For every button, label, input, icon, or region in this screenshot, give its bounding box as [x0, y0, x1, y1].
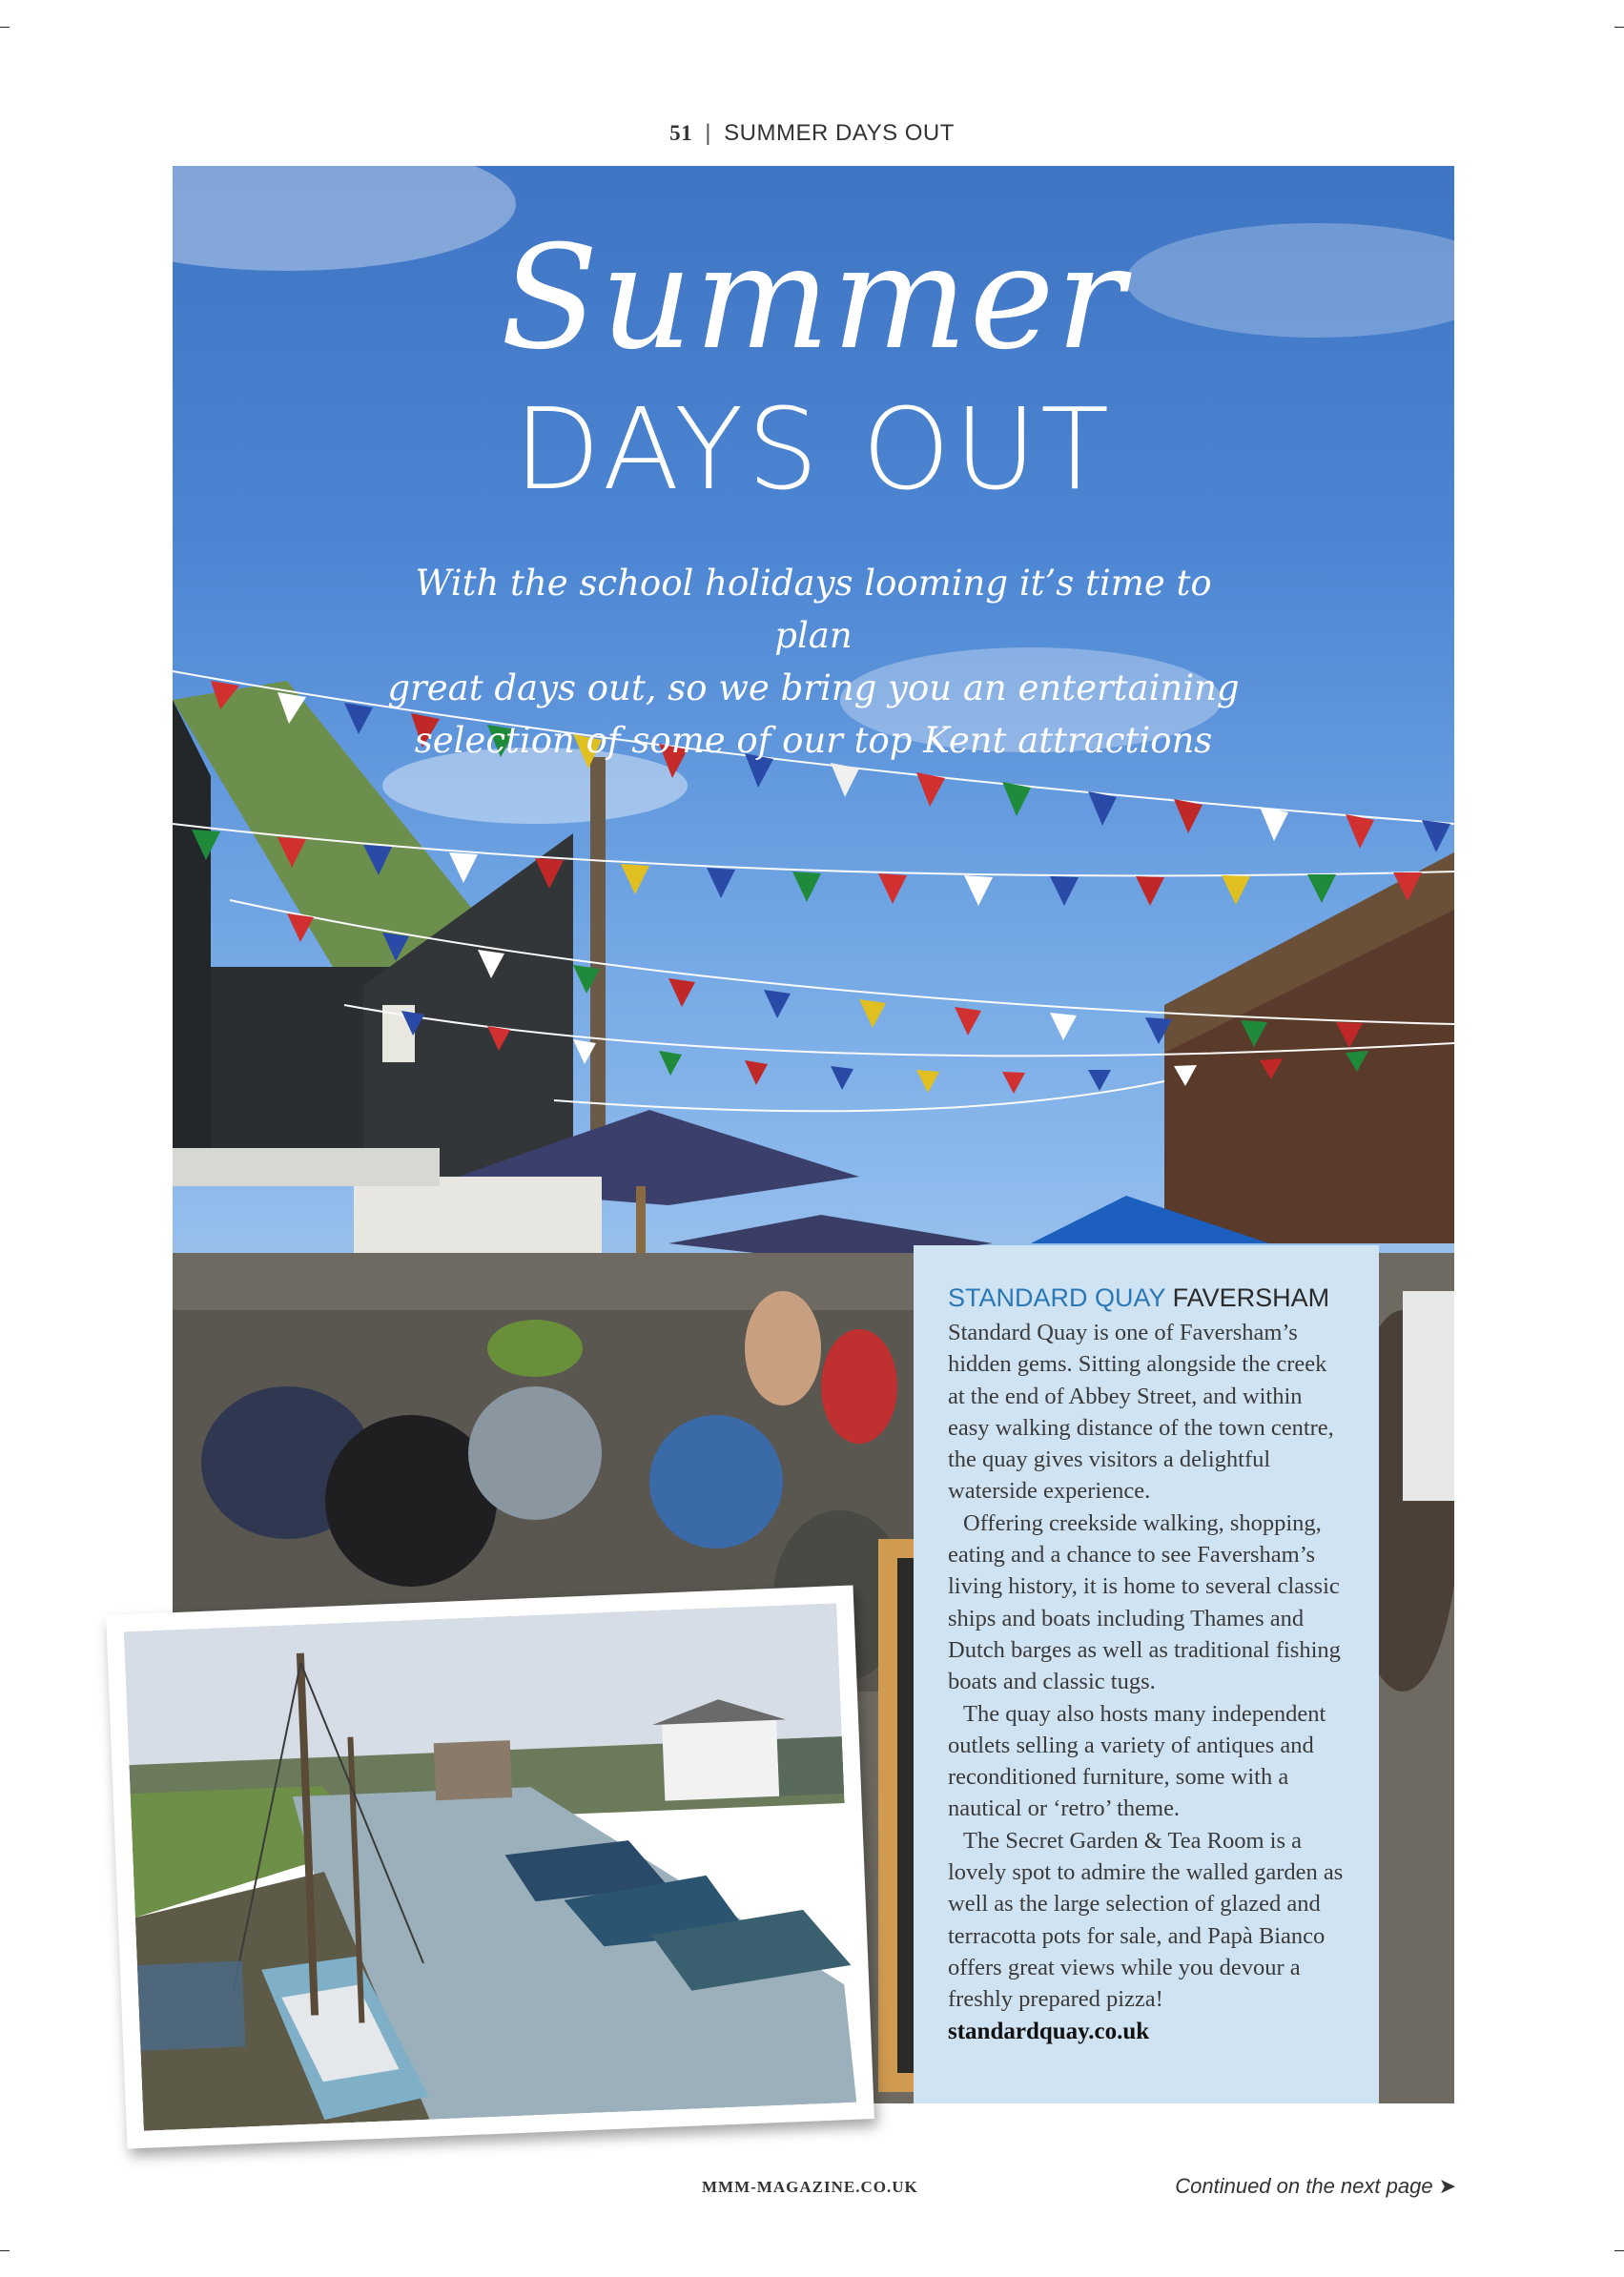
crop-mark	[1614, 2250, 1624, 2251]
info-panel	[914, 1245, 1379, 2103]
footer-website: MMM-MAGAZINE.CO.UK	[702, 2178, 918, 2196]
arrow-right-icon: ➤	[1438, 2174, 1456, 2198]
panel-town: FAVERSHAM	[1172, 1283, 1330, 1312]
inset-photo-frame	[106, 1585, 874, 2148]
crop-mark	[1614, 27, 1624, 28]
title-caps: DAYS OUT	[513, 383, 1114, 515]
panel-paragraph: Offering creekside walking, shopping, eating and a chance to see Faversham’s living history, it is home to several classic ships and boats including Thames and Dutch barges as well as traditional fishing boats and classic tugs.	[948, 1509, 1341, 1695]
panel-paragraph: The quay also hosts many independent outlets selling a variety of antiques and reconditioned furniture, some with a nautical or ‘retro’ theme.	[948, 1700, 1326, 1822]
page-header	[0, 120, 1624, 147]
intro-line: selection of some of our top Kent attractions	[414, 720, 1213, 761]
title-script: Summer	[500, 215, 1127, 381]
crop-mark	[0, 27, 10, 28]
inset-photo	[124, 1603, 856, 2131]
intro-line: With the school holidays looming it’s time to plan	[415, 563, 1212, 656]
panel-paragraph: The Secret Garden & Tea Room is a lovely spot to admire the walled garden as well as the large selection of glazed and terracotta pots for sale, and Papà Bianco offers great views while you devour a freshly prepared pizza!	[948, 1827, 1344, 2013]
inset-creek-scene	[124, 1603, 856, 2131]
panel-heading	[948, 1283, 1346, 1313]
panel-location: STANDARD QUAY	[948, 1283, 1166, 1312]
crop-mark	[0, 2250, 10, 2251]
page-number: 51	[669, 121, 693, 145]
intro-standfirst	[373, 557, 1254, 767]
intro-line: great days out, so we bring you an entertaining	[387, 667, 1240, 708]
header-separator: |	[705, 120, 711, 146]
panel-paragraph: Standard Quay is one of Faversham’s hidden gems. Sitting alongside the creek at the end of Abbey Street, and within easy walking distance of the town centre, the quay gives visitors a delightful waterside experience.	[948, 1320, 1334, 1505]
continued-text: Continued on the next page	[1175, 2174, 1433, 2198]
section-title: SUMMER DAYS OUT	[724, 120, 955, 146]
panel-website-link[interactable]: standardquay.co.uk	[948, 2018, 1150, 2044]
footer-continued	[1175, 2174, 1456, 2199]
